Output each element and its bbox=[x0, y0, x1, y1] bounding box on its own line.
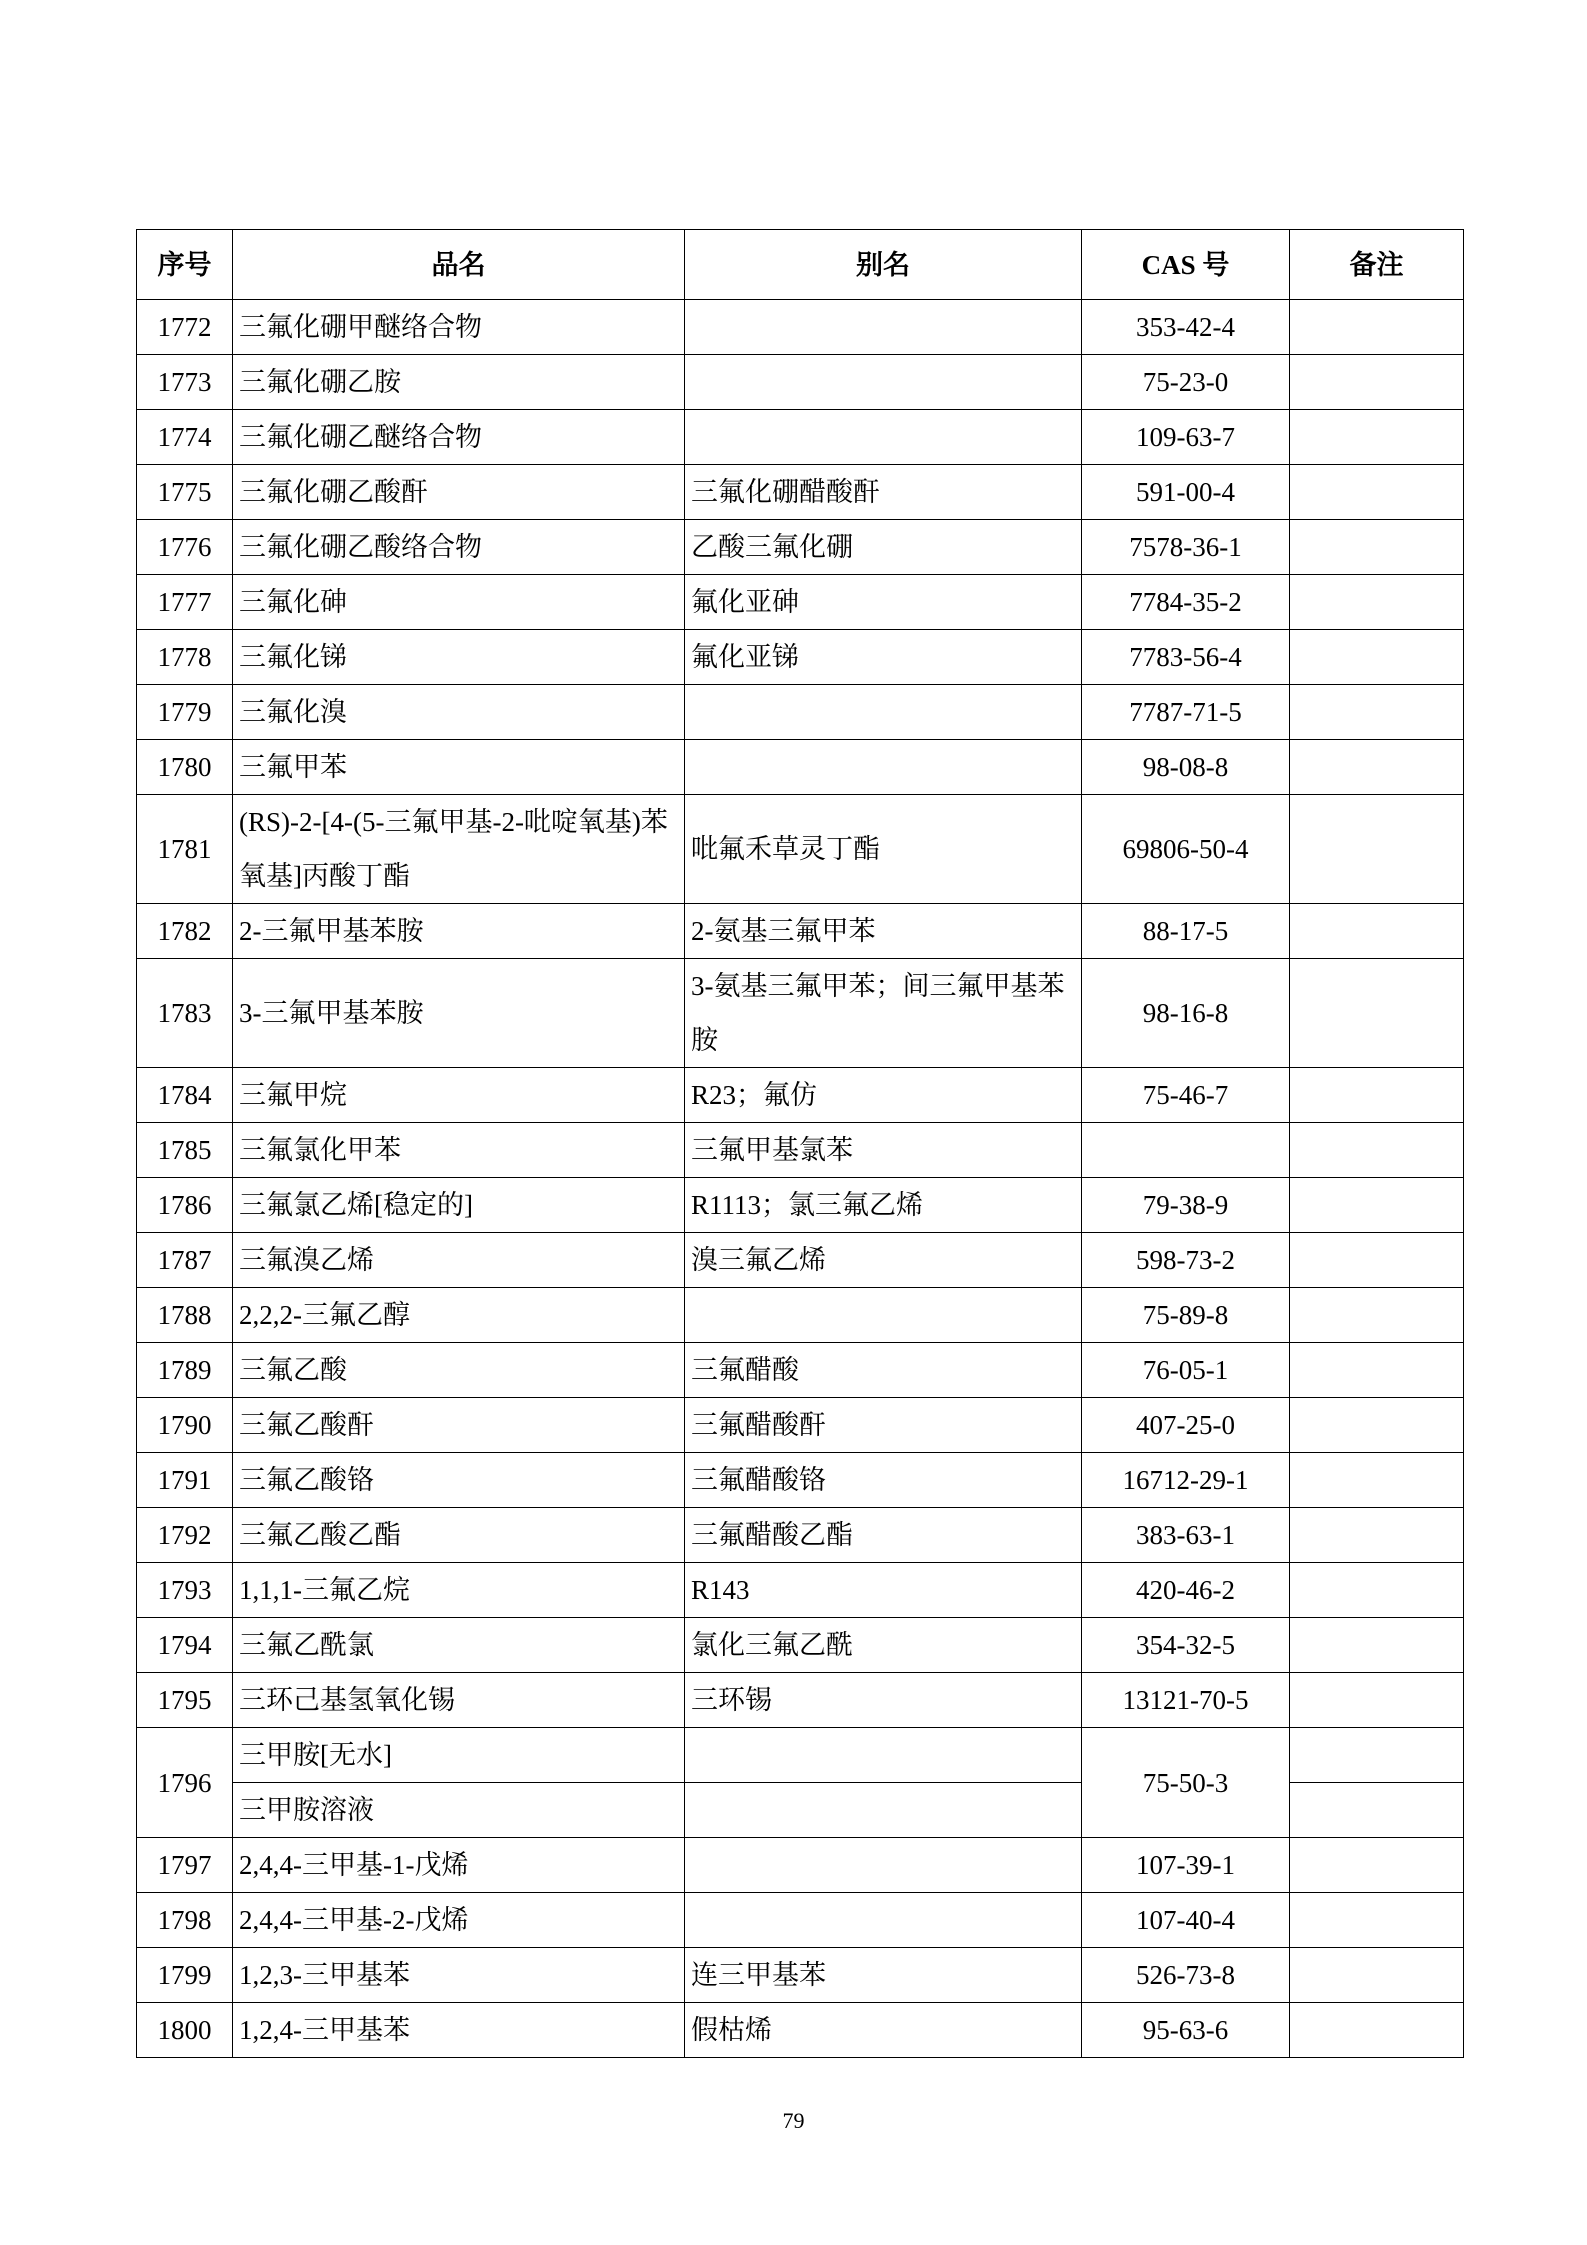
cell-cas-number: 98-16-8 bbox=[1082, 959, 1290, 1068]
cell-cas-number: 7783-56-4 bbox=[1082, 630, 1290, 685]
cell-cas-number: 7578-36-1 bbox=[1082, 520, 1290, 575]
cell-serial-number: 1789 bbox=[137, 1343, 233, 1398]
cell-serial-number: 1779 bbox=[137, 685, 233, 740]
cell-alias: 氯化三氟乙酰 bbox=[685, 1618, 1082, 1673]
cell-remark bbox=[1290, 410, 1464, 465]
cell-product-name: 1,2,4-三甲基苯 bbox=[233, 2003, 685, 2058]
cell-remark bbox=[1290, 1508, 1464, 1563]
cell-cas-number: 79-38-9 bbox=[1082, 1178, 1290, 1233]
header-cas-number: CAS 号 bbox=[1082, 230, 1290, 300]
cell-serial-number: 1790 bbox=[137, 1398, 233, 1453]
cell-alias: 氟化亚锑 bbox=[685, 630, 1082, 685]
table-row bbox=[137, 685, 1464, 740]
cell-product-name: 三氟化锑 bbox=[233, 630, 685, 685]
cell-product-name: 三氟化硼乙酸络合物 bbox=[233, 520, 685, 575]
cell-cas-number: 98-08-8 bbox=[1082, 740, 1290, 795]
cell-product-name: 三氟化溴 bbox=[233, 685, 685, 740]
cell-product-name: 三氟乙酸 bbox=[233, 1343, 685, 1398]
table-row bbox=[137, 1728, 1464, 1783]
cell-alias: 三氟醋酸酐 bbox=[685, 1398, 1082, 1453]
cell-serial-number: 1785 bbox=[137, 1123, 233, 1178]
cell-product-name: 1,1,1-三氟乙烷 bbox=[233, 1563, 685, 1618]
cell-remark bbox=[1290, 520, 1464, 575]
table-row bbox=[137, 575, 1464, 630]
cell-serial-number: 1800 bbox=[137, 2003, 233, 2058]
table-row bbox=[137, 1508, 1464, 1563]
cell-cas-number: 107-40-4 bbox=[1082, 1893, 1290, 1948]
cell-alias: 三氟醋酸铬 bbox=[685, 1453, 1082, 1508]
cell-remark bbox=[1290, 1453, 1464, 1508]
cell-cas-number: 75-46-7 bbox=[1082, 1068, 1290, 1123]
cell-alias: 2-氨基三氟甲苯 bbox=[685, 904, 1082, 959]
table-row bbox=[137, 740, 1464, 795]
cell-remark bbox=[1290, 795, 1464, 904]
cell-cas-number: 353-42-4 bbox=[1082, 300, 1290, 355]
cell-alias bbox=[685, 1288, 1082, 1343]
cell-serial-number: 1773 bbox=[137, 355, 233, 410]
cell-cas-number: 107-39-1 bbox=[1082, 1838, 1290, 1893]
cell-cas-number: 383-63-1 bbox=[1082, 1508, 1290, 1563]
cell-remark bbox=[1290, 1948, 1464, 2003]
cell-serial-number: 1781 bbox=[137, 795, 233, 904]
cell-product-name: 三氟氯化甲苯 bbox=[233, 1123, 685, 1178]
cell-serial-number: 1794 bbox=[137, 1618, 233, 1673]
table-row bbox=[137, 630, 1464, 685]
cell-serial-number: 1793 bbox=[137, 1563, 233, 1618]
table-row bbox=[137, 1178, 1464, 1233]
cell-product-name: 三氟氯乙烯[稳定的] bbox=[233, 1178, 685, 1233]
cell-serial-number: 1787 bbox=[137, 1233, 233, 1288]
cell-product-name: 三氟化硼乙酸酐 bbox=[233, 465, 685, 520]
cell-serial-number: 1780 bbox=[137, 740, 233, 795]
cell-serial-number: 1776 bbox=[137, 520, 233, 575]
cell-product-name: 2,4,4-三甲基-1-戊烯 bbox=[233, 1838, 685, 1893]
cell-serial-number: 1778 bbox=[137, 630, 233, 685]
cell-alias: 三氟化硼醋酸酐 bbox=[685, 465, 1082, 520]
cell-remark bbox=[1290, 1398, 1464, 1453]
cell-cas-number: 7787-71-5 bbox=[1082, 685, 1290, 740]
cell-cas-number: 76-05-1 bbox=[1082, 1343, 1290, 1398]
page-number: 79 bbox=[782, 2108, 805, 2133]
cell-remark bbox=[1290, 685, 1464, 740]
cell-serial-number: 1791 bbox=[137, 1453, 233, 1508]
cell-alias: 连三甲基苯 bbox=[685, 1948, 1082, 2003]
cell-product-name: 三氟乙酸酐 bbox=[233, 1398, 685, 1453]
cell-cas-number: 88-17-5 bbox=[1082, 904, 1290, 959]
cell-remark bbox=[1290, 355, 1464, 410]
cell-remark bbox=[1290, 904, 1464, 959]
cell-product-name: 三氟化硼乙胺 bbox=[233, 355, 685, 410]
cell-alias: R23；氟仿 bbox=[685, 1068, 1082, 1123]
header-alias: 别名 bbox=[685, 230, 1082, 300]
cell-product-name: 三氟化硼乙醚络合物 bbox=[233, 410, 685, 465]
cell-alias: 乙酸三氟化硼 bbox=[685, 520, 1082, 575]
table-row bbox=[137, 520, 1464, 575]
cell-cas-number: 75-50-3 bbox=[1082, 1728, 1290, 1838]
cell-serial-number: 1795 bbox=[137, 1673, 233, 1728]
cell-serial-number: 1792 bbox=[137, 1508, 233, 1563]
cell-serial-number: 1783 bbox=[137, 959, 233, 1068]
cell-remark bbox=[1290, 1618, 1464, 1673]
table-row bbox=[137, 1563, 1464, 1618]
cell-cas-number: 109-63-7 bbox=[1082, 410, 1290, 465]
cell-serial-number: 1799 bbox=[137, 1948, 233, 2003]
cell-product-name: 三氟乙酰氯 bbox=[233, 1618, 685, 1673]
cell-remark bbox=[1290, 1123, 1464, 1178]
header-product-name: 品名 bbox=[233, 230, 685, 300]
cell-serial-number: 1788 bbox=[137, 1288, 233, 1343]
cell-cas-number: 7784-35-2 bbox=[1082, 575, 1290, 630]
cell-remark bbox=[1290, 1563, 1464, 1618]
table-row bbox=[137, 465, 1464, 520]
cell-alias bbox=[685, 410, 1082, 465]
cell-remark bbox=[1290, 465, 1464, 520]
cell-alias: 三氟甲基氯苯 bbox=[685, 1123, 1082, 1178]
cell-cas-number bbox=[1082, 1123, 1290, 1178]
cell-serial-number: 1786 bbox=[137, 1178, 233, 1233]
cell-remark bbox=[1290, 1893, 1464, 1948]
cell-product-name: (RS)-2-[4-(5-三氟甲基-2-吡啶氧基)苯氧基]丙酸丁酯 bbox=[233, 795, 685, 904]
cell-alias: 三环锡 bbox=[685, 1673, 1082, 1728]
table-row bbox=[137, 2003, 1464, 2058]
cell-cas-number: 69806-50-4 bbox=[1082, 795, 1290, 904]
table-row bbox=[137, 1233, 1464, 1288]
cell-serial-number: 1798 bbox=[137, 1893, 233, 1948]
cell-alias: 氟化亚砷 bbox=[685, 575, 1082, 630]
cell-cas-number: 591-00-4 bbox=[1082, 465, 1290, 520]
cell-product-name: 3-三氟甲基苯胺 bbox=[233, 959, 685, 1068]
cell-serial-number: 1772 bbox=[137, 300, 233, 355]
table-header-row bbox=[137, 230, 1464, 300]
cell-alias: R143 bbox=[685, 1563, 1082, 1618]
table-row bbox=[137, 410, 1464, 465]
cell-serial-number: 1796 bbox=[137, 1728, 233, 1838]
table-row bbox=[137, 355, 1464, 410]
cell-alias: 三氟醋酸乙酯 bbox=[685, 1508, 1082, 1563]
cell-product-name: 三氟甲烷 bbox=[233, 1068, 685, 1123]
header-remark: 备注 bbox=[1290, 230, 1464, 300]
cell-alias bbox=[685, 355, 1082, 410]
cell-alias bbox=[685, 1893, 1082, 1948]
cell-remark bbox=[1290, 1233, 1464, 1288]
cell-product-name: 三氟甲苯 bbox=[233, 740, 685, 795]
cell-alias bbox=[685, 1838, 1082, 1893]
cell-remark bbox=[1290, 740, 1464, 795]
cell-cas-number: 354-32-5 bbox=[1082, 1618, 1290, 1673]
table-row bbox=[137, 1068, 1464, 1123]
cell-alias bbox=[685, 685, 1082, 740]
table-row bbox=[137, 1893, 1464, 1948]
table-row bbox=[137, 1618, 1464, 1673]
cell-remark bbox=[1290, 300, 1464, 355]
cell-remark bbox=[1290, 1343, 1464, 1398]
cell-serial-number: 1797 bbox=[137, 1838, 233, 1893]
cell-remark bbox=[1290, 1288, 1464, 1343]
cell-serial-number: 1775 bbox=[137, 465, 233, 520]
cell-remark bbox=[1290, 1838, 1464, 1893]
cell-alias: 三氟醋酸 bbox=[685, 1343, 1082, 1398]
cell-alias bbox=[685, 1783, 1082, 1838]
cell-alias: 吡氟禾草灵丁酯 bbox=[685, 795, 1082, 904]
cell-remark bbox=[1290, 1728, 1464, 1783]
cell-cas-number: 598-73-2 bbox=[1082, 1233, 1290, 1288]
cell-cas-number: 16712-29-1 bbox=[1082, 1453, 1290, 1508]
cell-serial-number: 1777 bbox=[137, 575, 233, 630]
cell-cas-number: 95-63-6 bbox=[1082, 2003, 1290, 2058]
cell-remark bbox=[1290, 959, 1464, 1068]
cell-serial-number: 1784 bbox=[137, 1068, 233, 1123]
table-body bbox=[137, 300, 1464, 2058]
cell-product-name: 三环己基氢氧化锡 bbox=[233, 1673, 685, 1728]
cell-product-name: 三甲胺溶液 bbox=[233, 1783, 685, 1838]
cell-alias bbox=[685, 1728, 1082, 1783]
chemical-table bbox=[136, 229, 1464, 2058]
table-row bbox=[137, 300, 1464, 355]
cell-alias: 溴三氟乙烯 bbox=[685, 1233, 1082, 1288]
table-row bbox=[137, 1343, 1464, 1398]
cell-product-name: 2,2,2-三氟乙醇 bbox=[233, 1288, 685, 1343]
cell-cas-number: 75-23-0 bbox=[1082, 355, 1290, 410]
cell-product-name: 三氟化硼甲醚络合物 bbox=[233, 300, 685, 355]
table-row bbox=[137, 1288, 1464, 1343]
table-row bbox=[137, 1948, 1464, 2003]
header-serial-number: 序号 bbox=[137, 230, 233, 300]
table-row bbox=[137, 1123, 1464, 1178]
cell-product-name: 三氟乙酸铬 bbox=[233, 1453, 685, 1508]
cell-product-name: 三氟化砷 bbox=[233, 575, 685, 630]
cell-product-name: 2-三氟甲基苯胺 bbox=[233, 904, 685, 959]
cell-cas-number: 75-89-8 bbox=[1082, 1288, 1290, 1343]
table-row bbox=[137, 1453, 1464, 1508]
cell-product-name: 三氟溴乙烯 bbox=[233, 1233, 685, 1288]
table-row bbox=[137, 959, 1464, 1068]
cell-product-name: 三甲胺[无水] bbox=[233, 1728, 685, 1783]
cell-alias bbox=[685, 740, 1082, 795]
cell-remark bbox=[1290, 1068, 1464, 1123]
cell-remark bbox=[1290, 1783, 1464, 1838]
table-row bbox=[137, 1398, 1464, 1453]
cell-alias: 假枯烯 bbox=[685, 2003, 1082, 2058]
cell-cas-number: 407-25-0 bbox=[1082, 1398, 1290, 1453]
cell-alias: 3-氨基三氟甲苯；间三氟甲基苯胺 bbox=[685, 959, 1082, 1068]
cell-remark bbox=[1290, 1673, 1464, 1728]
cell-remark bbox=[1290, 630, 1464, 685]
cell-cas-number: 420-46-2 bbox=[1082, 1563, 1290, 1618]
cell-serial-number: 1774 bbox=[137, 410, 233, 465]
cell-serial-number: 1782 bbox=[137, 904, 233, 959]
table-row bbox=[137, 795, 1464, 904]
cell-remark bbox=[1290, 575, 1464, 630]
table-row bbox=[137, 904, 1464, 959]
cell-alias: R1113；氯三氟乙烯 bbox=[685, 1178, 1082, 1233]
table-row bbox=[137, 1673, 1464, 1728]
cell-cas-number: 13121-70-5 bbox=[1082, 1673, 1290, 1728]
cell-remark bbox=[1290, 1178, 1464, 1233]
table-row bbox=[137, 1838, 1464, 1893]
cell-product-name: 三氟乙酸乙酯 bbox=[233, 1508, 685, 1563]
cell-cas-number: 526-73-8 bbox=[1082, 1948, 1290, 2003]
cell-remark bbox=[1290, 2003, 1464, 2058]
cell-product-name: 2,4,4-三甲基-2-戊烯 bbox=[233, 1893, 685, 1948]
cell-product-name: 1,2,3-三甲基苯 bbox=[233, 1948, 685, 2003]
cell-alias bbox=[685, 300, 1082, 355]
